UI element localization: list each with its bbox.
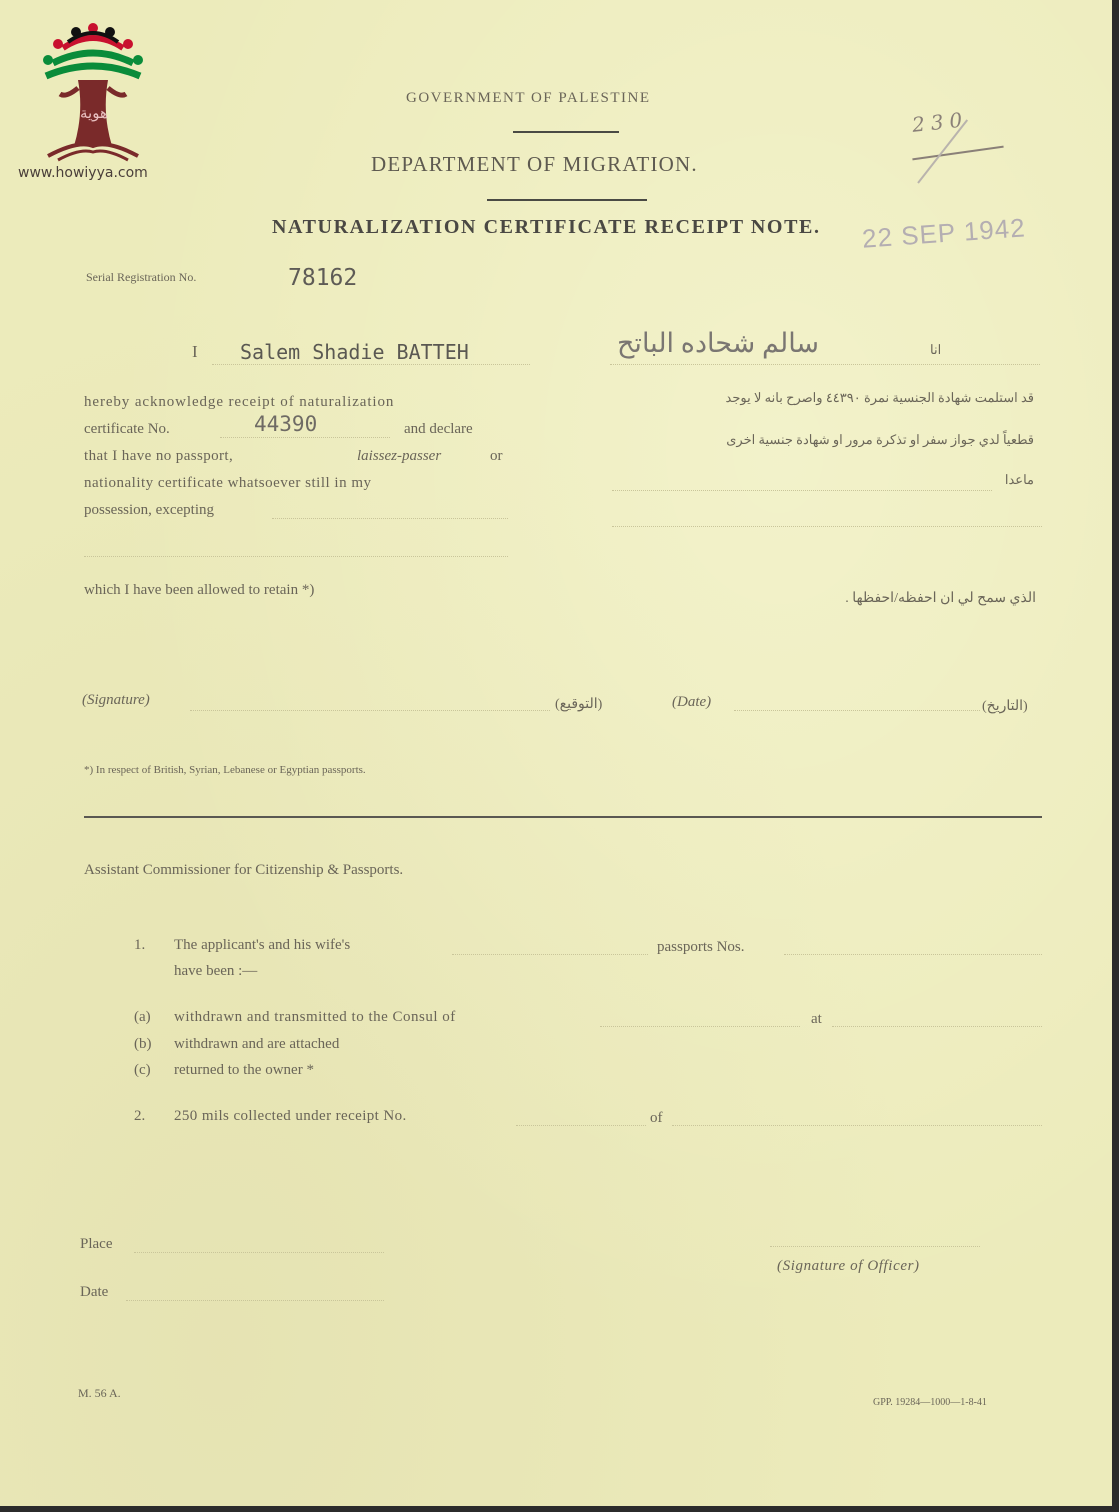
item-1-text: The applicant's and his wife's [174,937,351,953]
date-label-arabic: (التاريخ) [982,699,1028,714]
item-1-line-2: have been :— [174,963,258,979]
certificate-dotted-line [220,437,390,438]
option-a-text: withdrawn and transmitted to the Consul of [174,1009,456,1025]
official-date-dotted-line [126,1300,384,1301]
serial-number: 78162 [288,265,358,291]
excepting-dotted-line-2 [84,556,508,557]
declaration-line-1: hereby acknowledge receipt of naturalization [84,394,395,410]
option-b-text: withdrawn and are attached [174,1036,340,1052]
arabic-prefix: انا [930,342,942,357]
declaration-line-3c: or [490,448,503,464]
declaration-line-3b: laissez-passer [357,448,442,464]
declaration-line-2b: and declare [404,421,473,437]
item-1-number: 1. [134,937,146,953]
declaration-line-3a: that I have no passport, [84,448,234,464]
handwritten-underline [912,146,1003,161]
serial-label: Serial Registration No. [86,270,197,284]
declaration-line-5: possession, excepting [84,502,214,518]
arabic-declaration-line-3: ماعدا [1004,472,1034,487]
place-dotted-line [134,1252,384,1253]
item-2-tail: of [650,1110,663,1126]
option-a-tail: at [811,1011,822,1027]
header-rule-1 [513,131,619,133]
name-dotted-line [212,364,530,365]
option-a-label: (a) [134,1009,151,1025]
item-1-tail: passports Nos. [657,939,745,955]
date-stamp: 22 SEP 1942 [861,212,1027,254]
government-heading: GOVERNMENT OF PALESTINE [406,90,651,106]
logo-arabic-text: هوية [80,104,108,122]
header-rule-2 [487,199,647,201]
declarant-prefix: I [192,342,198,361]
signature-label: (Signature) [82,692,150,708]
excepting-dotted-line [272,518,508,519]
arabic-except-dotted-line-2 [612,526,1042,527]
arabic-name-dotted-line [610,364,1040,365]
date-dotted-line [734,710,980,711]
option-b-label: (b) [134,1036,152,1052]
form-code: M. 56 A. [78,1386,121,1400]
arabic-retain-statement: الذي سمح لي ان احفظه/احفظها . [845,591,1036,606]
howiyya-logo [18,18,168,186]
receipt-of-dotted-line [672,1125,1042,1126]
print-code: GPP. 19284—1000—1-8-41 [873,1397,987,1408]
document-title: NATURALIZATION CERTIFICATE RECEIPT NOTE. [272,216,821,238]
declarant-name-arabic: سالم شحاده الباتح [617,328,820,358]
retain-statement: which I have been allowed to retain *) [84,582,315,598]
section-divider [84,816,1042,818]
consul-dotted-line [600,1026,800,1027]
declaration-line-2a: certificate No. [84,421,170,437]
department-heading: DEPARTMENT OF MIGRATION. [371,152,698,176]
item-1-dotted-line [452,954,648,955]
declarant-name: Salem Shadie BATTEH [240,340,469,364]
date-label: (Date) [672,694,712,710]
arabic-except-dotted-line [612,490,992,491]
option-c-label: (c) [134,1062,151,1078]
watermark-url[interactable]: www.howiyya.com [18,165,148,181]
item-2-number: 2. [134,1108,146,1124]
handwritten-reference: 230 [910,107,970,137]
arabic-declaration-line-2: قطعياً لدي جواز سفر او تذكرة مرور او شهادة جنسية اخرى [726,432,1034,447]
arabic-declaration-line-1: قد استلمت شهادة الجنسية نمرة ٤٤٣٩٠ واصرح بانه لا يوجد [725,390,1034,405]
receipt-dotted-line [516,1125,646,1126]
place-label: Place [80,1236,113,1252]
item-1-dotted-line-2 [784,954,1042,955]
officer-signature-dotted-line [770,1246,980,1247]
addressee: Assistant Commissioner for Citizenship & Passports. [84,862,404,878]
item-2-text: 250 mils collected under receipt No. [174,1108,407,1124]
consul-at-dotted-line [832,1026,1042,1027]
signature-dotted-line [190,710,550,711]
official-date-label: Date [80,1284,109,1300]
declaration-line-4: nationality certificate whatsoever still in my [84,475,372,491]
option-c-text: returned to the owner * [174,1062,314,1078]
certificate-number: 44390 [254,412,318,436]
officer-signature-label: (Signature of Officer) [777,1258,920,1274]
footnote: *) In respect of British, Syrian, Lebanese or Egyptian passports. [84,764,366,776]
signature-label-arabic: (التوقيع) [555,697,603,712]
